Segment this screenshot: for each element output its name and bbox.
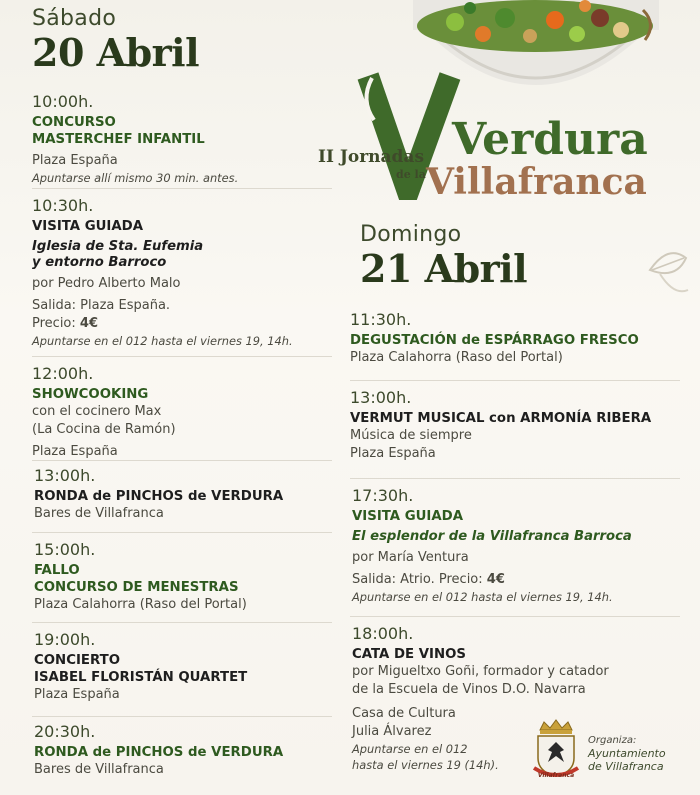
sat-event-1000 (32, 92, 352, 186)
event-line: (La Cocina de Ramón) (32, 422, 176, 437)
sat-event-1300 (34, 466, 354, 523)
logo-word-verdura: Verdura (452, 114, 648, 165)
event-time: 15:00h. (34, 540, 96, 559)
event-line: con el cocinero Max (32, 404, 162, 419)
event-note: Apuntarse en el 012 hasta el viernes 19, 14h. (352, 590, 613, 604)
event-departure-price: Salida: Atrio. Precio: (352, 572, 483, 587)
event-place: Casa de Cultura (352, 706, 456, 721)
event-time: 11:30h. (350, 310, 412, 329)
divider (32, 622, 332, 623)
event-time: 10:30h. (32, 196, 94, 215)
divider (32, 356, 332, 357)
event-time: 19:00h. (34, 630, 96, 649)
event-time: 13:00h. (350, 388, 412, 407)
sat-event-1030 (32, 196, 352, 349)
sat-event-2030 (34, 722, 354, 779)
logo-word-villafranca: Villafranca (426, 161, 647, 200)
event-place: Plaza España (350, 446, 436, 461)
event-time: 20:30h. (34, 722, 96, 741)
event-place: Bares de Villafranca (34, 506, 164, 521)
event-title: ISABEL FLORISTÁN QUARTET (34, 670, 248, 685)
sunday-date: 21 Abril (360, 246, 528, 291)
logo-sub: de la (396, 168, 426, 181)
event-guide: por María Ventura (352, 550, 469, 565)
event-title: VERMUT MUSICAL con ARMONÍA RIBERA (350, 411, 652, 426)
event-price: 4€ (79, 316, 98, 331)
event-time: 13:00h. (34, 466, 96, 485)
event-title: CONCURSO DE MENESTRAS (34, 580, 239, 595)
event-place: Bares de Villafranca (34, 762, 164, 777)
sat-event-1500 (34, 540, 354, 614)
event-price-label: Precio: (32, 316, 76, 331)
event-title: VISITA GUIADA (352, 509, 463, 524)
leaf-decoration-icon (640, 240, 690, 300)
event-departure: Salida: Plaza España. (32, 298, 171, 313)
divider (350, 616, 680, 617)
sunday-day-label: Domingo (360, 222, 462, 247)
event-logo (312, 70, 672, 200)
logo-prefix: II Jornadas (318, 147, 425, 167)
event-line: de la Escuela de Vinos D.O. Navarra (352, 682, 586, 697)
saturday-day-label: Sábado (32, 6, 117, 31)
event-price-line (352, 571, 697, 589)
organizer-name: Ayuntamiento (588, 747, 666, 760)
event-line: por Migueltxo Goñi, formador y catador (352, 664, 609, 679)
organizer-name: de Villafranca (588, 760, 664, 773)
event-time: 18:00h. (352, 624, 414, 643)
event-place: Plaza Calahorra (Raso del Portal) (350, 350, 563, 365)
event-time: 17:30h. (352, 486, 414, 505)
event-title: RONDA de PINCHOS de VERDURA (34, 489, 284, 504)
event-place: Julia Álvarez (352, 724, 432, 739)
organizer-label: Organiza: (588, 735, 637, 746)
event-place: Plaza España (32, 444, 118, 459)
event-price: 4€ (486, 572, 505, 587)
event-time: 12:00h. (32, 364, 94, 383)
event-place: Plaza España (34, 687, 120, 702)
event-title: RONDA de PINCHOS de VERDURA (34, 745, 284, 760)
divider (32, 460, 332, 461)
event-note: Apuntarse en el 012 (352, 742, 468, 756)
sat-event-1900 (34, 630, 354, 704)
sat-event-1200 (32, 364, 352, 461)
sun-event-1130 (350, 310, 695, 367)
event-title: CONCIERTO (34, 653, 120, 668)
event-title: CATA DE VINOS (352, 647, 466, 662)
divider (350, 380, 680, 381)
event-subtitle: Iglesia de Sta. Eufemia (32, 239, 204, 254)
sun-event-1730 (352, 486, 697, 605)
saturday-date: 20 Abril (32, 30, 200, 75)
divider (32, 188, 332, 189)
event-subtitle: y entorno Barroco (32, 255, 167, 270)
event-place: Plaza España (32, 153, 118, 168)
event-line: Música de siempre (350, 428, 472, 443)
event-price-line (32, 315, 352, 333)
organizer-block (588, 734, 698, 773)
event-title: CONCURSO (32, 115, 116, 130)
event-guide: por Pedro Alberto Malo (32, 276, 181, 291)
event-note: Apuntarse en el 012 hasta el viernes 19, 14h. (32, 334, 293, 348)
divider (32, 532, 332, 533)
event-title: FALLO (34, 563, 80, 578)
event-title: MASTERCHEF INFANTIL (32, 132, 205, 147)
divider (32, 716, 332, 717)
seal-ribbon-text: Villafranca (537, 772, 575, 779)
event-note: hasta el viernes 19 (14h). (352, 758, 499, 772)
event-title: SHOWCOOKING (32, 387, 149, 402)
event-place: Plaza Calahorra (Raso del Portal) (34, 597, 247, 612)
divider (350, 478, 680, 479)
sun-event-1300 (350, 388, 695, 463)
event-subtitle: El esplendor de la Villafranca Barroca (352, 529, 632, 544)
event-note: Apuntarse allí mismo 30 min. antes. (32, 171, 239, 185)
coat-of-arms-icon (530, 718, 582, 784)
event-title: DEGUSTACIÓN de ESPÁRRAGO FRESCO (350, 333, 639, 348)
event-time: 10:00h. (32, 92, 94, 111)
event-title: VISITA GUIADA (32, 219, 143, 234)
